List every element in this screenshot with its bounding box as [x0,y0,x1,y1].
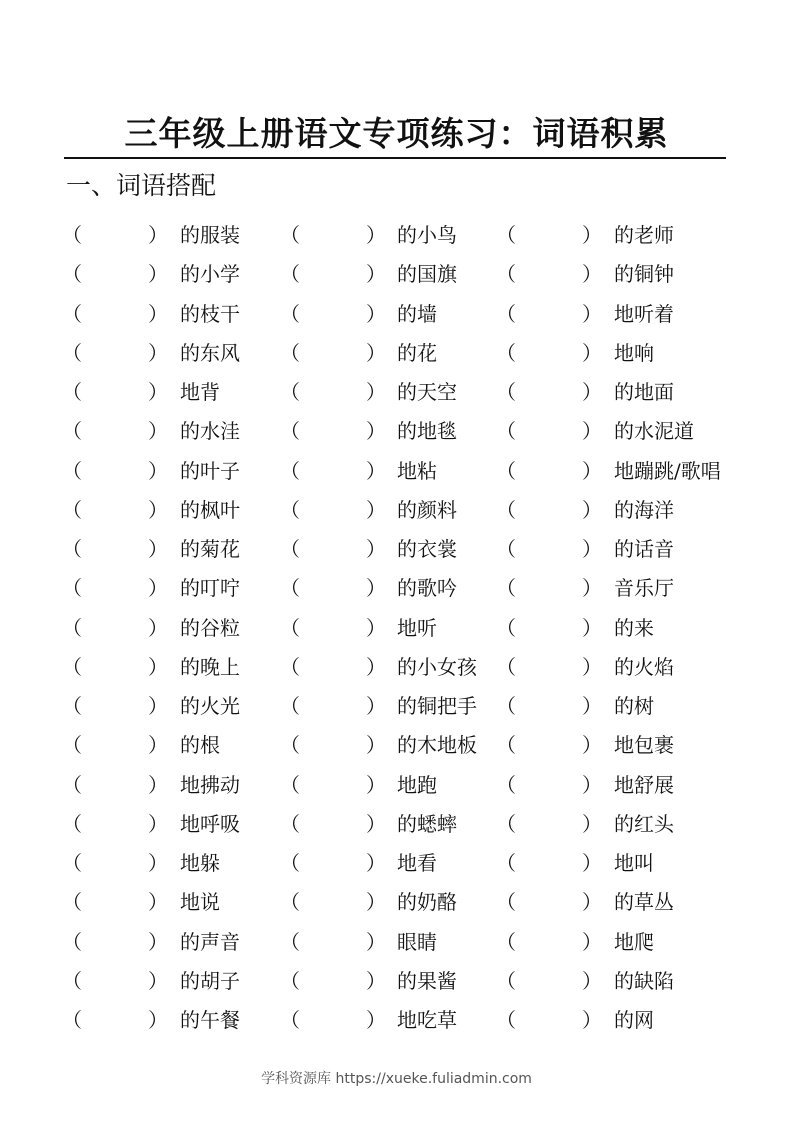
phrase-text: 的海洋 [614,497,674,522]
blank-close-paren: ） [148,301,168,326]
phrase-text: 的红头 [614,811,674,836]
blank-close-paren: ） [366,458,386,483]
blank-close-paren: ） [366,537,386,561]
phrase-text: 的花 [397,340,437,365]
blank-open-paren: （ [62,262,82,287]
phrase-text: 的水泥道 [614,419,694,444]
blank-open-paren: （ [280,262,300,287]
phrase-text: 地粘 [397,458,437,483]
blank-close-paren: ） [582,537,602,561]
blank-close-paren: ） [148,380,168,404]
blank-open-paren: （ [62,340,82,365]
table-row [0,412,793,451]
phrase-text: 的天空 [397,380,457,404]
blank-close-paren: ） [582,654,602,679]
blank-open-paren: （ [496,654,516,679]
phrase-text: 的果酱 [397,968,457,993]
phrase-text: 的话音 [614,537,674,561]
blank-open-paren: （ [62,419,82,444]
blank-open-paren: （ [280,851,300,875]
blank-close-paren: ） [148,654,168,679]
blank-open-paren: （ [280,497,300,522]
phrase-text: 地爬 [614,929,654,954]
table-row [0,726,793,765]
phrase-text: 的铜钟 [614,262,674,287]
blank-close-paren: ） [366,262,386,287]
blank-close-paren: ） [148,811,168,836]
table-row [0,452,793,491]
phrase-text: 的小鸟 [397,223,457,247]
blank-close-paren: ） [582,223,602,247]
phrase-text: 的谷粒 [180,615,240,640]
phrase-text: 地响 [614,340,654,365]
blank-close-paren: ） [366,772,386,797]
blank-close-paren: ） [148,968,168,993]
blank-open-paren: （ [280,1008,300,1032]
blank-close-paren: ） [366,929,386,954]
blank-open-paren: （ [280,929,300,954]
blank-close-paren: ） [148,262,168,287]
blank-close-paren: ） [148,851,168,875]
blank-open-paren: （ [62,733,82,758]
table-row [0,491,793,530]
phrase-text: 音乐厅 [614,576,674,601]
phrase-text: 地呼吸 [180,811,240,836]
blank-open-paren: （ [62,929,82,954]
blank-open-paren: （ [280,419,300,444]
blank-close-paren: ） [582,262,602,287]
blank-open-paren: （ [280,380,300,404]
blank-open-paren: （ [280,733,300,758]
blank-open-paren: （ [496,340,516,365]
phrase-text: 的午餐 [180,1008,240,1032]
blank-open-paren: （ [62,301,82,326]
blank-open-paren: （ [280,968,300,993]
blank-open-paren: （ [280,340,300,365]
blank-open-paren: （ [280,223,300,247]
blank-open-paren: （ [280,772,300,797]
blank-close-paren: ） [366,340,386,365]
table-row [0,766,793,805]
blank-close-paren: ） [148,615,168,640]
blank-close-paren: ） [582,458,602,483]
blank-close-paren: ） [582,851,602,875]
phrase-text: 的叶子 [180,458,240,483]
phrase-text: 地听 [397,615,437,640]
blank-close-paren: ） [582,929,602,954]
phrase-text: 的树 [614,694,654,718]
table-row [0,844,793,883]
table-row [0,805,793,844]
blank-close-paren: ） [148,340,168,365]
blank-open-paren: （ [280,811,300,836]
blank-open-paren: （ [62,694,82,718]
blank-close-paren: ） [148,576,168,601]
phrase-text: 的衣裳 [397,537,457,561]
blank-close-paren: ） [582,811,602,836]
phrase-text: 的蟋蟀 [397,811,457,836]
phrase-text: 地包裹 [614,733,674,758]
phrase-text: 的地面 [614,380,674,404]
blank-open-paren: （ [62,811,82,836]
word-matching-grid [0,216,793,1040]
phrase-text: 地背 [180,380,220,404]
blank-open-paren: （ [496,851,516,875]
blank-open-paren: （ [496,262,516,287]
page-title: 三年级上册语文专项练习：词语积累 [124,114,669,153]
blank-open-paren: （ [280,890,300,915]
phrase-text: 的草丛 [614,890,674,915]
blank-close-paren: ） [366,733,386,758]
blank-open-paren: （ [280,654,300,679]
blank-close-paren: ） [366,811,386,836]
blank-open-paren: （ [496,223,516,247]
phrase-text: 地舒展 [614,772,674,797]
blank-open-paren: （ [280,537,300,561]
table-row [0,373,793,412]
blank-close-paren: ） [582,497,602,522]
table-row [0,962,793,1001]
blank-open-paren: （ [280,458,300,483]
blank-open-paren: （ [496,537,516,561]
phrase-text: 地叫 [614,851,654,875]
phrase-text: 的东风 [180,340,240,365]
title-underline [64,157,726,159]
phrase-text: 的服装 [180,223,240,247]
blank-close-paren: ） [366,851,386,875]
phrase-text: 的胡子 [180,968,240,993]
blank-open-paren: （ [496,968,516,993]
blank-open-paren: （ [62,615,82,640]
table-row [0,648,793,687]
phrase-text: 地蹦跳/歌唱 [614,458,721,483]
blank-open-paren: （ [496,811,516,836]
blank-close-paren: ） [366,890,386,915]
blank-open-paren: （ [496,458,516,483]
phrase-text: 的奶酪 [397,890,457,915]
phrase-text: 的根 [180,733,220,758]
blank-open-paren: （ [496,890,516,915]
phrase-text: 的地毯 [397,419,457,444]
blank-close-paren: ） [148,890,168,915]
phrase-text: 眼睛 [397,929,437,954]
blank-open-paren: （ [496,1008,516,1032]
blank-close-paren: ） [582,615,602,640]
phrase-text: 的来 [614,615,654,640]
blank-open-paren: （ [496,615,516,640]
blank-close-paren: ） [582,301,602,326]
blank-close-paren: ） [366,419,386,444]
blank-open-paren: （ [62,458,82,483]
table-row [0,609,793,648]
blank-open-paren: （ [62,890,82,915]
blank-close-paren: ） [148,419,168,444]
blank-open-paren: （ [496,929,516,954]
blank-close-paren: ） [582,890,602,915]
phrase-text: 的枝干 [180,301,240,326]
blank-close-paren: ） [366,576,386,601]
blank-open-paren: （ [62,772,82,797]
phrase-text: 的声音 [180,929,240,954]
phrase-text: 的歌吟 [397,576,457,601]
blank-open-paren: （ [62,968,82,993]
table-row [0,1001,793,1040]
phrase-text: 的墙 [397,301,437,326]
blank-open-paren: （ [62,380,82,404]
blank-close-paren: ） [148,537,168,561]
blank-open-paren: （ [280,576,300,601]
blank-close-paren: ） [582,380,602,404]
blank-open-paren: （ [62,654,82,679]
blank-open-paren: （ [280,615,300,640]
blank-close-paren: ） [148,497,168,522]
table-row [0,295,793,334]
phrase-text: 地看 [397,851,437,875]
phrase-text: 的木地板 [397,733,477,758]
phrase-text: 的小学 [180,262,240,287]
blank-close-paren: ） [582,340,602,365]
blank-close-paren: ） [148,694,168,718]
table-row [0,334,793,373]
footer-watermark: 学科资源库 https://xueke.fuliadmin.com [261,1071,532,1087]
blank-close-paren: ） [582,694,602,718]
phrase-text: 的火焰 [614,654,674,679]
section-heading: 一、词语搭配 [66,171,217,200]
blank-open-paren: （ [62,576,82,601]
blank-close-paren: ） [366,497,386,522]
phrase-text: 的晚上 [180,654,240,679]
phrase-text: 的水洼 [180,419,240,444]
blank-close-paren: ） [366,223,386,247]
blank-close-paren: ） [366,654,386,679]
phrase-text: 的网 [614,1008,654,1032]
table-row [0,883,793,922]
blank-close-paren: ） [148,458,168,483]
blank-close-paren: ） [582,772,602,797]
blank-open-paren: （ [496,576,516,601]
blank-close-paren: ） [148,929,168,954]
phrase-text: 的缺陷 [614,968,674,993]
phrase-text: 地说 [180,890,220,915]
phrase-text: 地听着 [614,301,674,326]
blank-open-paren: （ [496,419,516,444]
phrase-text: 地拂动 [180,772,240,797]
phrase-text: 的颜料 [397,497,457,522]
blank-close-paren: ） [366,615,386,640]
phrase-text: 的菊花 [180,537,240,561]
blank-open-paren: （ [496,772,516,797]
blank-open-paren: （ [62,851,82,875]
blank-close-paren: ） [582,576,602,601]
table-row [0,569,793,608]
blank-close-paren: ） [582,1008,602,1032]
blank-close-paren: ） [366,694,386,718]
table-row [0,530,793,569]
blank-open-paren: （ [62,223,82,247]
phrase-text: 的铜把手 [397,694,477,718]
blank-open-paren: （ [496,733,516,758]
blank-close-paren: ） [148,733,168,758]
blank-open-paren: （ [62,1008,82,1032]
phrase-text: 的叮咛 [180,576,240,601]
table-row [0,216,793,255]
blank-close-paren: ） [148,1008,168,1032]
blank-open-paren: （ [62,497,82,522]
blank-close-paren: ） [148,772,168,797]
phrase-text: 的老师 [614,223,674,247]
phrase-text: 的枫叶 [180,497,240,522]
blank-open-paren: （ [62,537,82,561]
blank-open-paren: （ [496,497,516,522]
blank-open-paren: （ [280,301,300,326]
blank-close-paren: ） [582,419,602,444]
blank-close-paren: ） [366,301,386,326]
table-row [0,255,793,294]
blank-close-paren: ） [366,1008,386,1032]
phrase-text: 地躲 [180,851,220,875]
phrase-text: 的火光 [180,694,240,718]
phrase-text: 地跑 [397,772,437,797]
phrase-text: 的国旗 [397,262,457,287]
blank-close-paren: ） [366,380,386,404]
table-row [0,923,793,962]
blank-open-paren: （ [496,301,516,326]
blank-open-paren: （ [496,380,516,404]
blank-open-paren: （ [280,694,300,718]
blank-close-paren: ） [582,968,602,993]
blank-close-paren: ） [582,733,602,758]
phrase-text: 地吃草 [397,1008,457,1032]
blank-open-paren: （ [496,694,516,718]
phrase-text: 的小女孩 [397,654,477,679]
blank-close-paren: ） [366,968,386,993]
table-row [0,687,793,726]
blank-close-paren: ） [148,223,168,247]
